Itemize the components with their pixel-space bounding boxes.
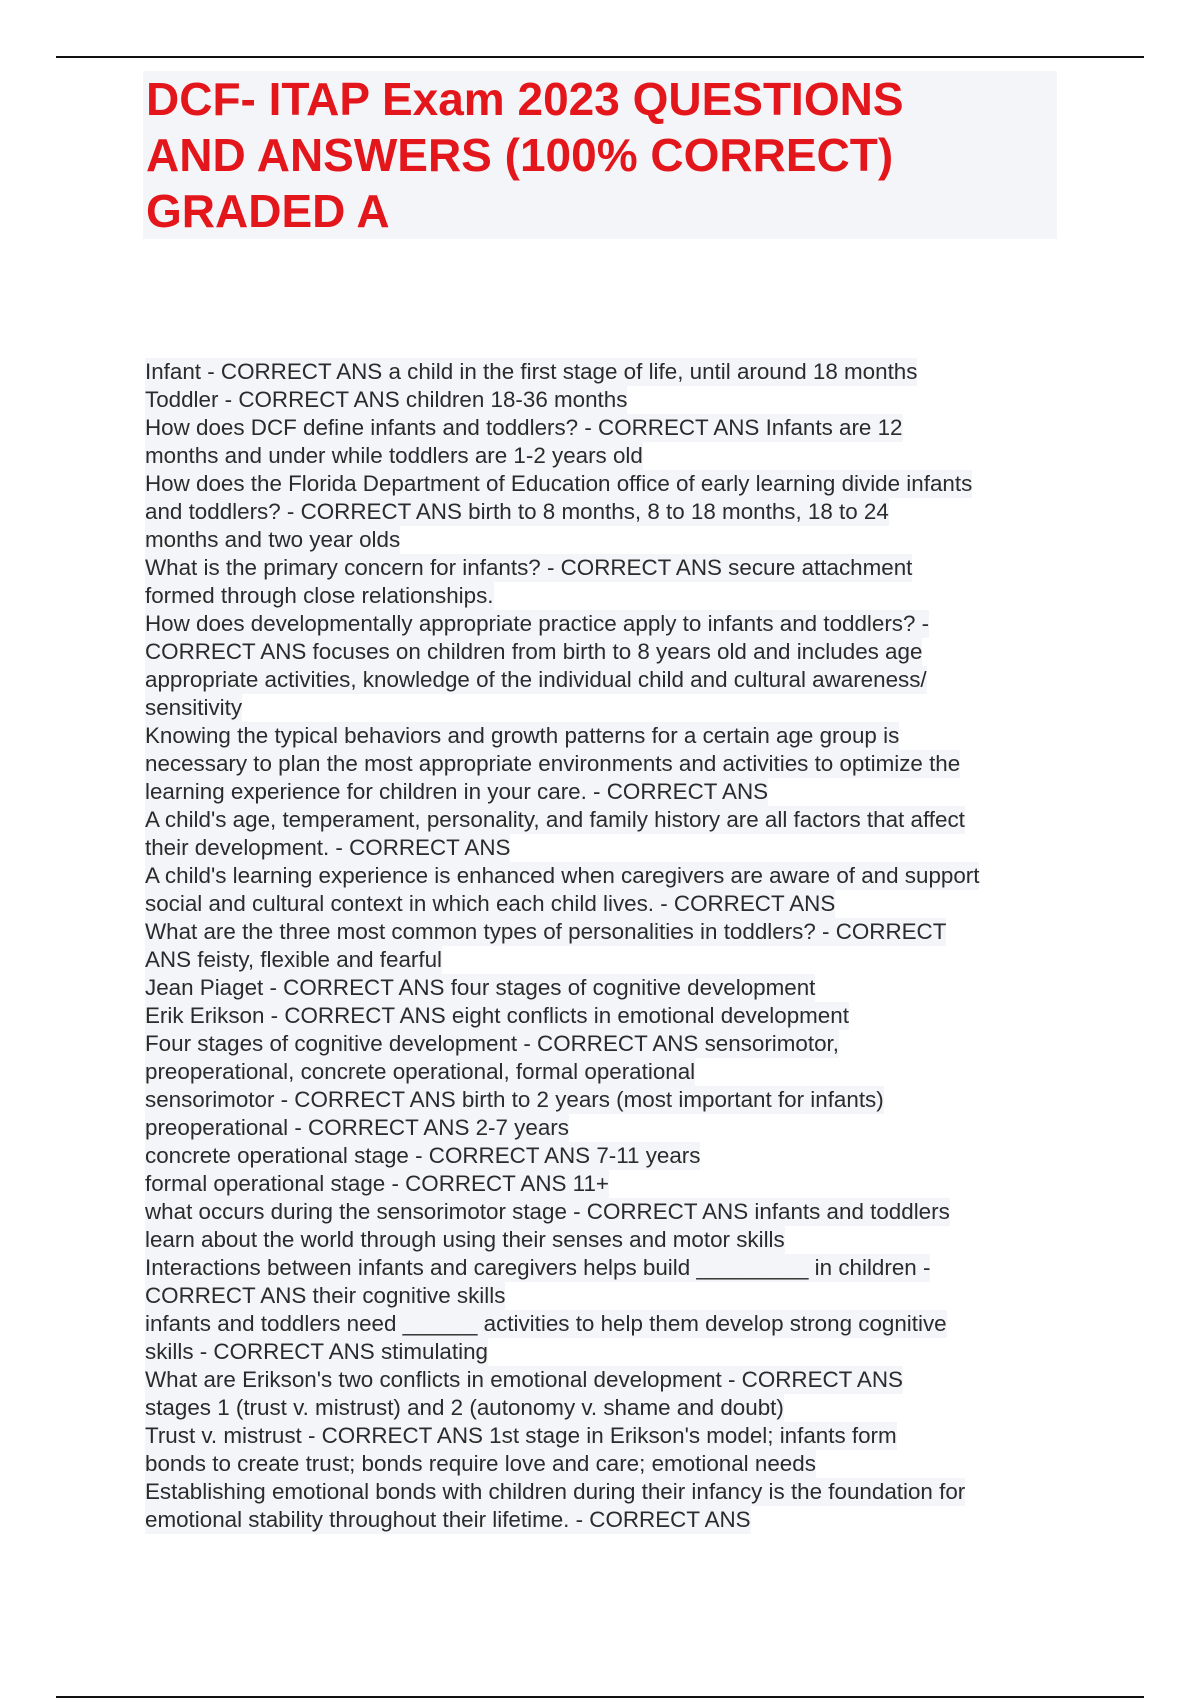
qa-line: months and under while toddlers are 1-2 years old xyxy=(145,443,643,468)
qa-line: what occurs during the sensorimotor stage - CORRECT ANS infants and toddlers xyxy=(145,1199,950,1224)
qa-line: preoperational - CORRECT ANS 2-7 years xyxy=(145,1115,569,1140)
qa-line: Knowing the typical behaviors and growth patterns for a certain age group is xyxy=(145,723,900,748)
qa-line: A child's learning experience is enhanced when caregivers are aware of and support xyxy=(145,863,980,888)
qa-line: skills - CORRECT ANS stimulating xyxy=(145,1339,488,1364)
qa-line: infants and toddlers need ______ activities to help them develop strong cognitive xyxy=(145,1311,947,1336)
qa-line: emotional stability throughout their lifetime. - CORRECT ANS xyxy=(145,1507,751,1532)
qa-line: appropriate activities, knowledge of the individual child and cultural awareness/ xyxy=(145,667,927,692)
qa-line: preoperational, concrete operational, formal operational xyxy=(145,1059,696,1084)
qa-line: formed through close relationships. xyxy=(145,583,494,608)
qa-line: Establishing emotional bonds with children during their infancy is the foundation for xyxy=(145,1479,966,1504)
qa-line: Trust v. mistrust - CORRECT ANS 1st stage in Erikson's model; infants form xyxy=(145,1423,897,1448)
qa-line: formal operational stage - CORRECT ANS 11+ xyxy=(145,1171,609,1196)
qa-line: bonds to create trust; bonds require love and care; emotional needs xyxy=(145,1451,816,1476)
qa-line: sensorimotor - CORRECT ANS birth to 2 years (most important for infants) xyxy=(145,1087,884,1112)
document-title xyxy=(143,71,1057,239)
qa-line: ANS feisty, flexible and fearful xyxy=(145,947,443,972)
qa-line: and toddlers? - CORRECT ANS birth to 8 months, 8 to 18 months, 18 to 24 xyxy=(145,499,889,524)
qa-line: Toddler - CORRECT ANS children 18-36 months xyxy=(145,387,628,412)
title-line: DCF- ITAP Exam 2023 QUESTIONS xyxy=(146,73,904,125)
qa-line: sensitivity xyxy=(145,695,243,720)
top-rule xyxy=(56,56,1144,58)
qa-line: What are the three most common types of personalities in toddlers? - CORRECT xyxy=(145,919,947,944)
bottom-rule xyxy=(56,1696,1144,1698)
qa-list xyxy=(145,358,1065,1534)
title-line: AND ANSWERS (100% CORRECT) xyxy=(146,129,894,181)
qa-line: months and two year olds xyxy=(145,527,401,552)
qa-line: social and cultural context in which each child lives. - CORRECT ANS xyxy=(145,891,836,916)
qa-line: necessary to plan the most appropriate environments and activities to optimize the xyxy=(145,751,961,776)
qa-line: What is the primary concern for infants? - CORRECT ANS secure attachment xyxy=(145,555,913,580)
title-block xyxy=(143,71,1057,239)
qa-line: A child's age, temperament, personality, and family history are all factors that affect xyxy=(145,807,965,832)
qa-line: CORRECT ANS focuses on children from birth to 8 years old and includes age xyxy=(145,639,923,664)
qa-line: CORRECT ANS their cognitive skills xyxy=(145,1283,506,1308)
qa-line: their development. - CORRECT ANS xyxy=(145,835,511,860)
qa-line: How does the Florida Department of Education office of early learning divide infants xyxy=(145,471,973,496)
qa-line: What are Erikson's two conflicts in emotional development - CORRECT ANS xyxy=(145,1367,903,1392)
qa-line: Four stages of cognitive development - CORRECT ANS sensorimotor, xyxy=(145,1031,839,1056)
qa-line: How does developmentally appropriate practice apply to infants and toddlers? - xyxy=(145,611,930,636)
qa-line: Interactions between infants and caregivers helps build _________ in children - xyxy=(145,1255,931,1280)
qa-line: learning experience for children in your care. - CORRECT ANS xyxy=(145,779,769,804)
qa-line: concrete operational stage - CORRECT ANS 7-11 years xyxy=(145,1143,701,1168)
qa-line: learn about the world through using their senses and motor skills xyxy=(145,1227,785,1252)
qa-line: Infant - CORRECT ANS a child in the first stage of life, until around 18 months xyxy=(145,359,918,384)
qa-line: stages 1 (trust v. mistrust) and 2 (autonomy v. shame and doubt) xyxy=(145,1395,784,1420)
qa-line: Jean Piaget - CORRECT ANS four stages of cognitive development xyxy=(145,975,816,1000)
qa-line: How does DCF define infants and toddlers? - CORRECT ANS Infants are 12 xyxy=(145,415,903,440)
title-line: GRADED A xyxy=(146,185,390,237)
qa-line: Erik Erikson - CORRECT ANS eight conflicts in emotional development xyxy=(145,1003,849,1028)
